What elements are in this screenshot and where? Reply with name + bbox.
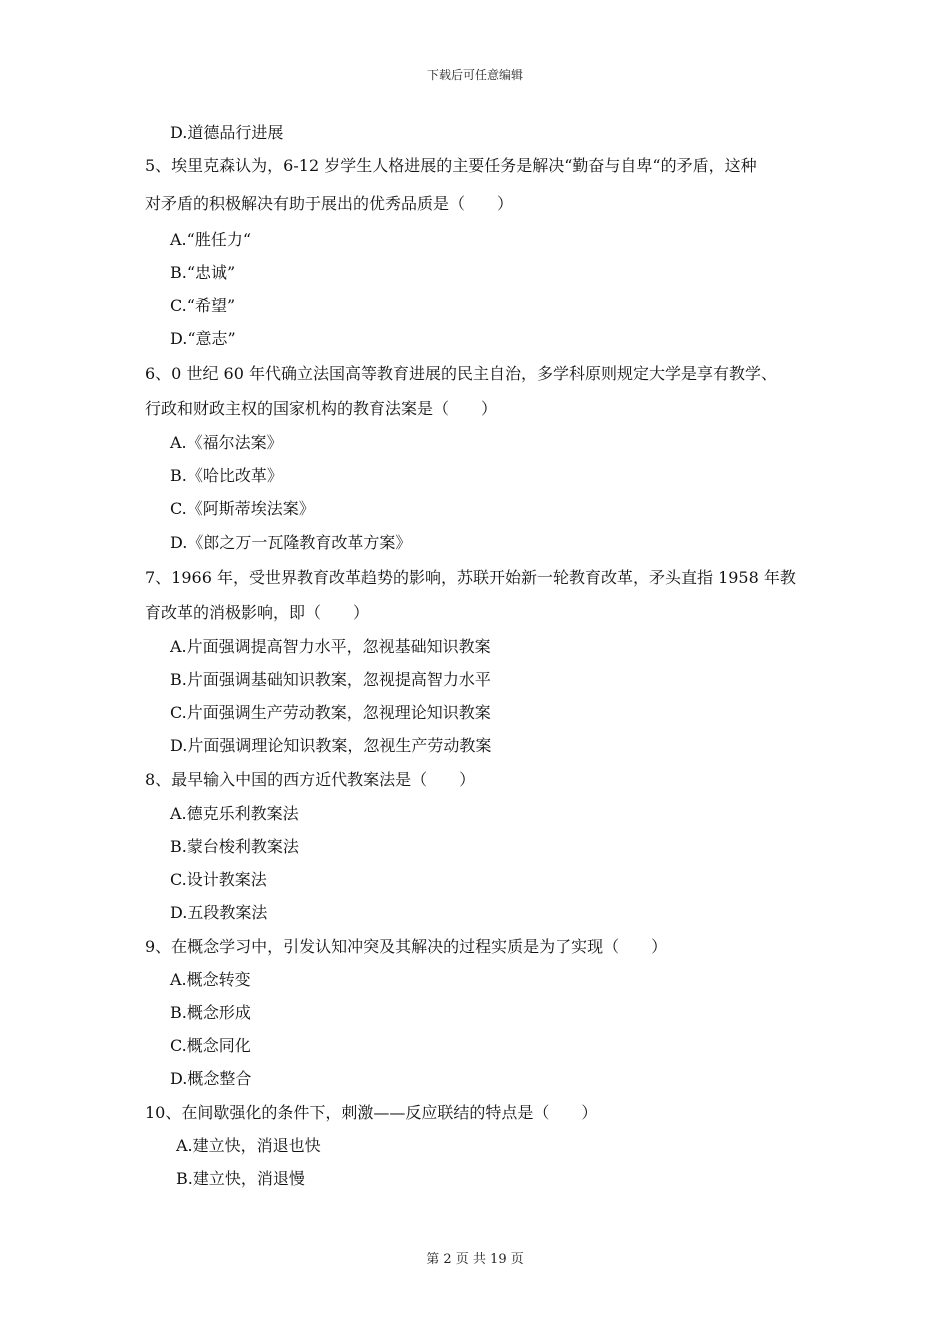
- question-text: 行政和财政主权的国家机构的教育法案是（ ）: [145, 399, 498, 418]
- question-text: 育改革的消极影响，即（ ）: [145, 603, 370, 622]
- option-text: D.概念整合: [170, 1069, 252, 1088]
- option-text: A.“胜任力“: [170, 230, 252, 249]
- option-text: B.概念形成: [170, 1003, 251, 1022]
- option-text: C.“希望”: [170, 296, 236, 315]
- option-text: B.《哈比改革》: [170, 466, 283, 485]
- option-text: C.概念同化: [170, 1036, 251, 1055]
- option-text: B.片面强调基础知识教案，忽视提高智力水平: [170, 670, 491, 689]
- option-text: B.建立快，消退慢: [176, 1169, 305, 1188]
- option-text: D.“意志”: [170, 329, 236, 348]
- option-text: B.蒙台梭利教案法: [170, 837, 299, 856]
- question-text: 6、0 世纪 60 年代确立法国高等教育进展的民主自治，多学科原则规定大学是享有教学、: [145, 364, 777, 383]
- option-text: D.《郎之万一瓦隆教育改革方案》: [170, 533, 412, 552]
- question-text: 10、在间歇强化的条件下，刺激——反应联结的特点是（ ）: [145, 1103, 598, 1122]
- option-text: D.片面强调理论知识教案，忽视生产劳动教案: [170, 736, 492, 755]
- page-footer: 第 2 页 共 19 页: [426, 1252, 524, 1267]
- option-text: A.《福尔法案》: [170, 433, 283, 452]
- option-text: A.德克乐利教案法: [170, 804, 299, 823]
- question-text: 5、埃里克森认为，6-12 岁学生人格进展的主要任务是解决“勤奋与自卑“的矛盾，这种: [145, 156, 757, 175]
- question-text: 9、在概念学习中，引发认知冲突及其解决的过程实质是为了实现（ ）: [145, 937, 668, 956]
- option-text: A.概念转变: [170, 970, 251, 989]
- option-text: C.片面强调生产劳动教案，忽视理论知识教案: [170, 703, 491, 722]
- option-text: B.“忠诚”: [170, 263, 236, 282]
- option-text: A.片面强调提高智力水平，忽视基础知识教案: [170, 637, 491, 656]
- option-text: C.《阿斯蒂埃法案》: [170, 499, 315, 518]
- question-text: 8、最早输入中国的西方近代教案法是（ ）: [145, 770, 476, 789]
- option-text: D.五段教案法: [170, 903, 268, 922]
- option-text: A.建立快，消退也快: [176, 1136, 321, 1155]
- question-text: 对矛盾的积极解决有助于展出的优秀品质是（ ）: [145, 194, 514, 213]
- option-text: C.设计教案法: [170, 870, 267, 889]
- page-header: 下载后可任意编辑: [426, 68, 523, 82]
- option-text: D.道德品行进展: [170, 123, 284, 142]
- question-text: 7、1966 年，受世界教育改革趋势的影响，苏联开始新一轮教育改革，矛头直指 1958 年教: [145, 568, 796, 587]
